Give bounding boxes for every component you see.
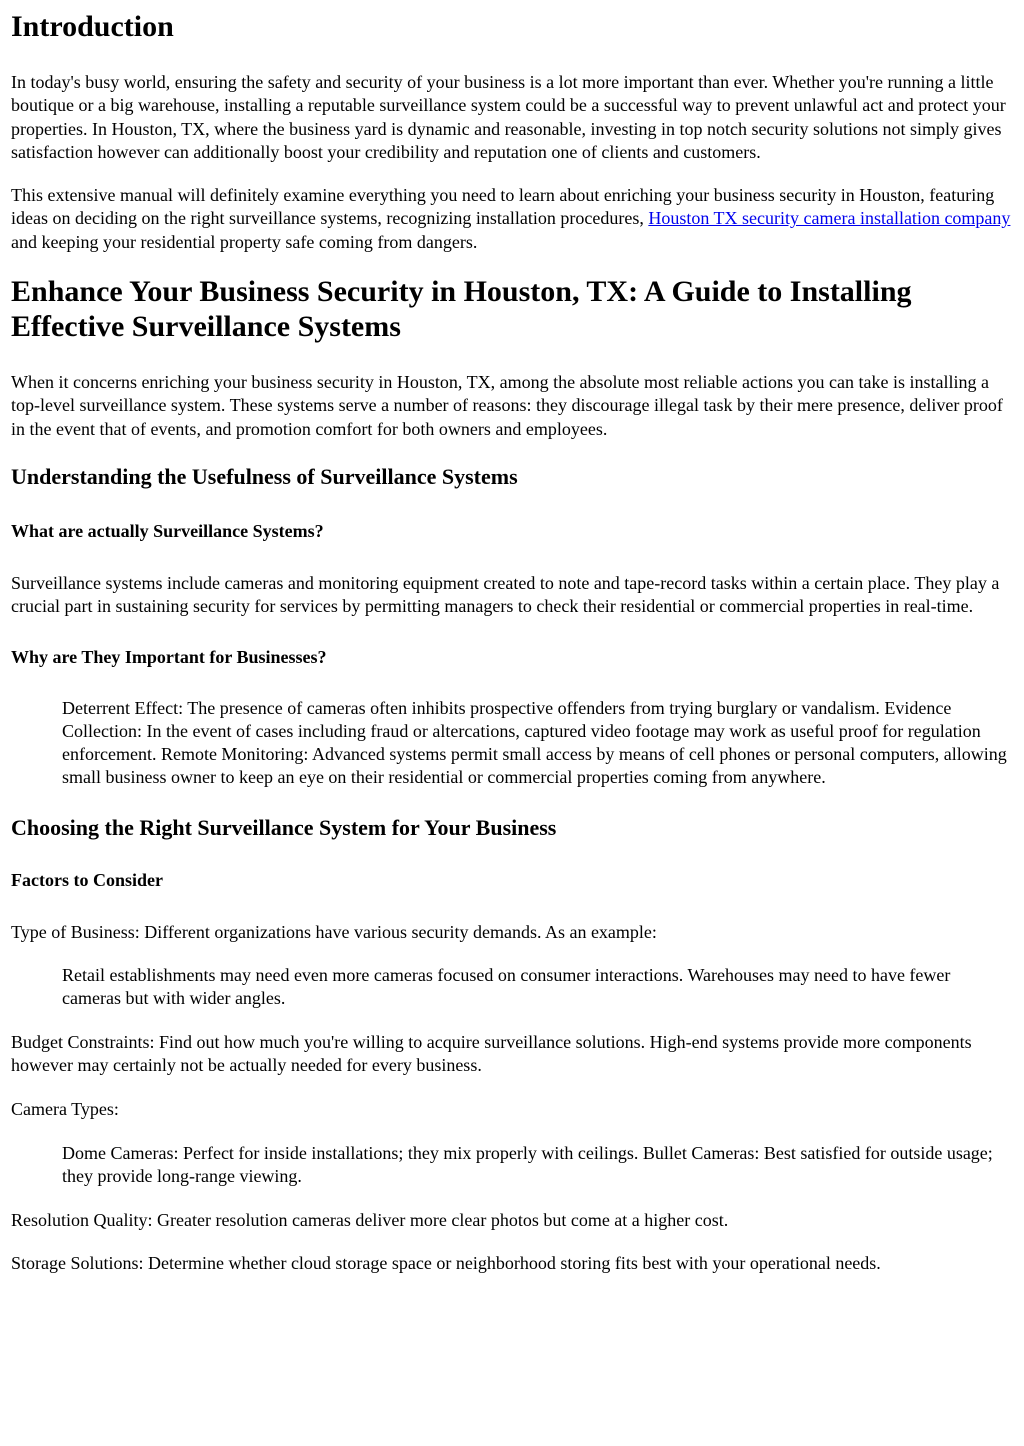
- choosing-heading: Choosing the Right Surveillance System for Your Business: [11, 814, 557, 840]
- storage-solutions-paragraph: Storage Solutions: Determine whether cloud storage space or neighborhood storing fits best with your operational needs.: [11, 1253, 881, 1274]
- why-important-heading: Why are They Important for Businesses?: [11, 646, 327, 667]
- intro-paragraph-2-text-before: This extensive manual will definitely examine everything you need to learn about enriching your business security in Houston, featuring ideas on deciding on the right surveillance systems, recognizing installation procedures,: [11, 185, 995, 229]
- houston-security-camera-link[interactable]: Houston TX security camera installation company: [648, 208, 1011, 229]
- what-are-surveillance-systems-heading: What are actually Surveillance Systems?: [11, 520, 324, 541]
- intro-paragraph-1: In today's busy world, ensuring the safety and security of your business is a lot more important than ever. Whether you're running a little boutique or a big warehouse, installing a reputable surveillance system could be a successful way to prevent unlawful act and protect your properties. In Houston, TX, where the business yard is dynamic and reasonable, investing in top notch security solutions not simply gives satisfaction however can additionally boost your credibility and reputation one of clients and customers.: [11, 72, 1006, 162]
- resolution-quality-paragraph: Resolution Quality: Greater resolution cameras deliver more clear photos but come at a higher cost.: [11, 1210, 729, 1231]
- what-are-surveillance-systems-paragraph: Surveillance systems include cameras and monitoring equipment created to note and tape-record tasks within a certain place. They play a crucial part in sustaining security for services by permitting managers to check their residential or commercial properties in real-time.: [11, 572, 1000, 617]
- why-important-paragraph: Deterrent Effect: The presence of cameras often inhibits prospective offenders from trying burglary or vandalism. Evidence Collection: In the event of cases including fraud or altercations, captured video footage may work as useful proof for regulation enforcement. Remote Monitoring: Advanced systems permit small access by means of cell phones or personal computers, allowing small business owner to keep an eye on their residential or commercial properties coming from anywhere.: [62, 697, 1007, 788]
- usefulness-heading: Understanding the Usefulness of Surveillance Systems: [11, 463, 518, 489]
- guide-paragraph: When it concerns enriching your business security in Houston, TX, among the absolute most reliable actions you can take is installing a top-level surveillance system. These systems serve a number of reasons: they discourage illegal task by their mere presence, deliver proof in the event that of events, and promotion comfort for both owners and employees.: [11, 372, 1003, 439]
- budget-constraints-paragraph: Budget Constraints: Find out how much you're willing to acquire surveillance solutions. High-end systems provide more components however may certainly not be actually needed for every business.: [11, 1031, 972, 1075]
- intro-paragraph-2: [11, 184, 1013, 254]
- factors-heading: Factors to Consider: [11, 869, 163, 890]
- camera-types-paragraph: Camera Types:: [11, 1099, 119, 1120]
- dome-bullet-cameras-paragraph: Dome Cameras: Perfect for inside installations; they mix properly with ceilings. Bullet Cameras: Best satisfied for outside usage; they provide long-range viewing.: [62, 1142, 993, 1186]
- guide-heading: Enhance Your Business Security in Houston, TX: A Guide to Installing Effective Surveillance Systems: [11, 275, 912, 344]
- intro-heading: Introduction: [11, 10, 174, 43]
- retail-warehouse-paragraph: Retail establishments may need even more cameras focused on consumer interactions. Warehouses may need to have fewer cameras but with wider angles.: [62, 965, 951, 1009]
- type-of-business-paragraph: Type of Business: Different organizations have various security demands. As an example:: [11, 921, 657, 942]
- intro-paragraph-2-text-after: and keeping your residential property safe coming from dangers.: [11, 231, 478, 252]
